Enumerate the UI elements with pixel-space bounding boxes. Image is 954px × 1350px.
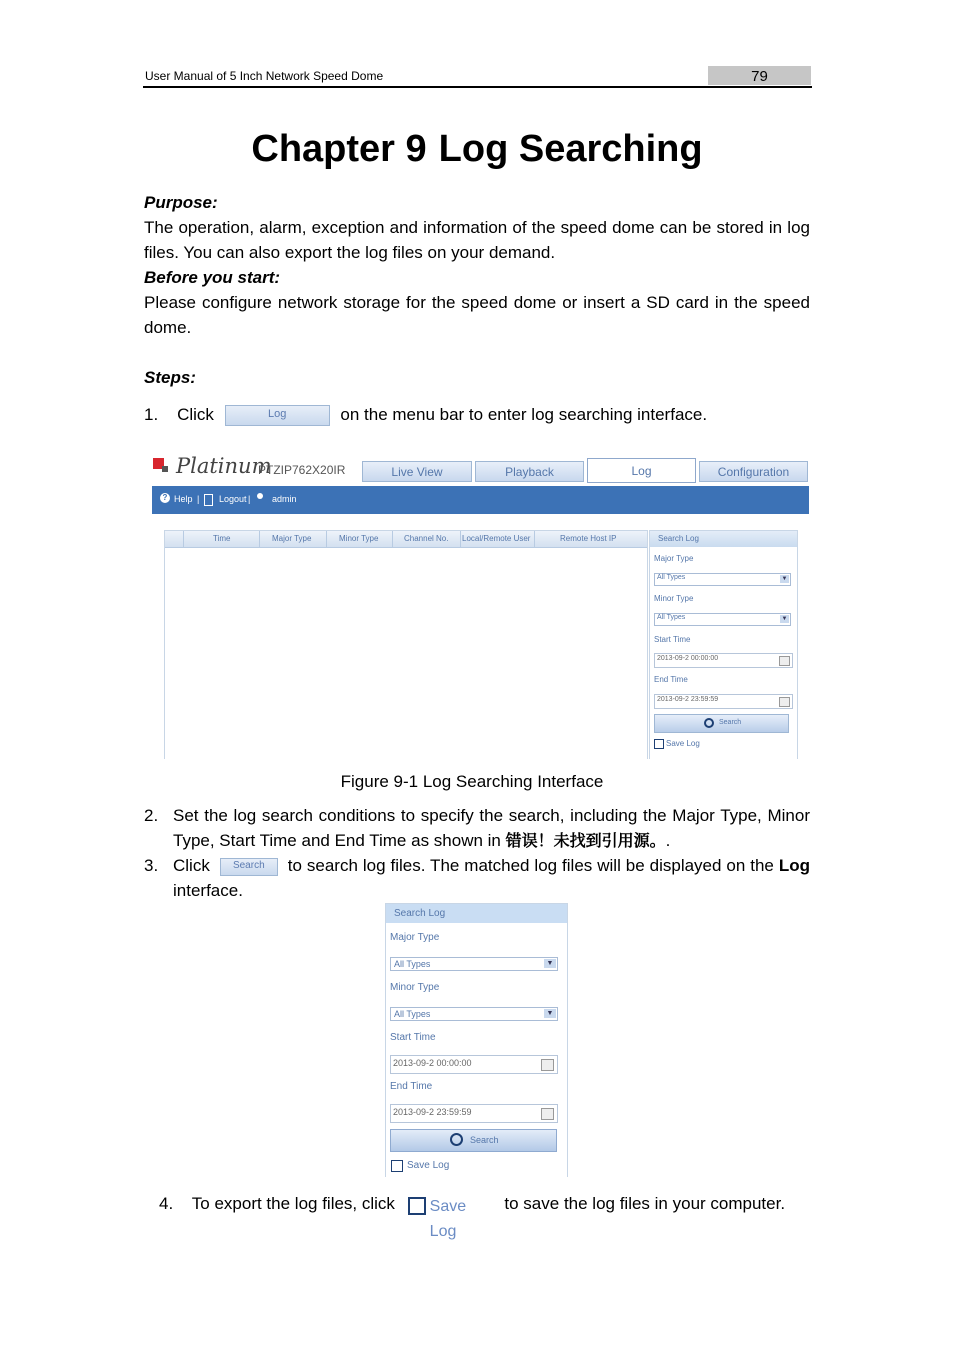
calendar-icon[interactable] (541, 1059, 554, 1071)
search-button-label: Search (470, 1135, 499, 1145)
column-major-type[interactable]: Major Type (272, 534, 312, 543)
logo-flag-mark (162, 466, 168, 472)
search-log-title: Search Log (658, 534, 699, 543)
minor-type-value: All Types (394, 1009, 431, 1019)
major-type-select[interactable] (390, 957, 558, 971)
calendar-icon[interactable] (779, 656, 790, 666)
help-link[interactable]: Help (174, 494, 193, 504)
step-4-number: 4. (159, 1194, 174, 1213)
start-time-input[interactable] (654, 653, 793, 668)
save-log-inline (406, 1194, 494, 1240)
chapter-number: Chapter 9 (251, 128, 427, 170)
save-log-link[interactable]: Save Log (407, 1160, 450, 1171)
step-4-text-b: to save the log files in your computer. (504, 1194, 786, 1213)
end-time-input[interactable] (654, 694, 793, 709)
search-button-label: Search (719, 719, 742, 726)
user-icon (257, 493, 263, 499)
step-2-reference-error: 错误！未找到引用源。 (505, 831, 666, 850)
panel-header (386, 904, 567, 923)
column-remote-host-ip[interactable]: Remote Host IP (560, 534, 617, 543)
major-type-value: All Types (657, 574, 686, 581)
column-divider (259, 531, 260, 547)
end-time-value: 2013-09-2 23:59:59 (657, 696, 719, 703)
figure-caption: Figure 9-1 Log Searching Interface (340, 772, 604, 791)
search-log-panel-header (650, 531, 797, 547)
save-log-icon (408, 1197, 426, 1215)
column-time[interactable]: Time (213, 534, 231, 543)
minor-type-select[interactable] (390, 1007, 558, 1021)
tab-log[interactable]: Log (587, 458, 696, 483)
major-type-label: Major Type (654, 554, 694, 563)
column-minor-type[interactable]: Minor Type (339, 534, 379, 543)
chapter-title (0, 128, 954, 171)
before-heading: Before you start: (144, 268, 281, 287)
minor-type-label: Minor Type (654, 594, 694, 603)
column-divider (392, 531, 393, 547)
step-2-body (173, 803, 810, 853)
start-time-value: 2013-09-2 00:00:00 (393, 1058, 472, 1068)
panel-title: Search Log (394, 908, 446, 919)
steps-heading: Steps: (144, 368, 196, 387)
search-icon (704, 718, 714, 728)
step-1-text-a: Click (177, 405, 214, 424)
step-2-end: . (665, 831, 671, 850)
help-icon[interactable]: ? (160, 493, 170, 503)
step-4 (159, 1191, 819, 1240)
before-text: Please configure network storage for the speed dome or insert a SD card in the speed dome. (144, 293, 810, 337)
calendar-icon[interactable] (541, 1108, 554, 1120)
major-type-value: All Types (394, 959, 431, 969)
start-time-value: 2013-09-2 00:00:00 (657, 655, 719, 662)
minor-type-label: Minor Type (390, 982, 440, 993)
log-results-table (164, 530, 648, 759)
chevron-down-icon: ▼ (781, 576, 788, 582)
search-log-panel (649, 530, 798, 759)
step-3-text-b: to search log files. The matched log files will be displayed on the (287, 856, 774, 875)
bar-divider: | (197, 494, 200, 504)
chevron-down-icon: ▼ (781, 616, 788, 622)
start-time-label: Start Time (654, 635, 691, 644)
column-divider (183, 531, 184, 547)
step-1 (144, 402, 810, 427)
purpose-text: The operation, alarm, exception and information of the speed dome can be stored in log files. You can also export the log files on your demand. (144, 218, 810, 262)
log-button-inline: Log (225, 405, 330, 426)
end-time-value: 2013-09-2 23:59:59 (393, 1107, 472, 1117)
end-time-input[interactable] (390, 1104, 558, 1123)
chapter-name: Log Searching (438, 128, 703, 170)
step-3-bold-log: Log (778, 856, 810, 875)
step-4-text-a: To export the log files, click (191, 1194, 395, 1213)
bar-divider-2: | (248, 494, 251, 504)
model-name: PTZIP762X20IR (258, 463, 346, 477)
logout-icon[interactable] (204, 494, 213, 506)
column-channel-no[interactable]: Channel No. (404, 534, 449, 543)
major-type-select[interactable] (654, 573, 791, 586)
running-header: User Manual of 5 Inch Network Speed Dome (145, 69, 384, 83)
chevron-down-icon: ▼ (544, 959, 556, 968)
search-button[interactable] (654, 714, 789, 733)
step-3-text-a: Click (173, 856, 210, 875)
end-time-label: End Time (654, 675, 688, 684)
logout-link[interactable]: Logout (219, 494, 247, 504)
step-1-text-b: on the menu bar to enter log searching interface. (340, 405, 708, 424)
column-local-remote-user[interactable]: Local/Remote User (462, 534, 531, 543)
page-number: 79 (708, 66, 811, 85)
column-divider (326, 531, 327, 547)
end-time-label: End Time (390, 1081, 433, 1092)
user-bar (152, 486, 809, 514)
search-log-panel-screenshot (385, 903, 568, 1177)
search-button-inline: Search (220, 858, 278, 876)
search-button[interactable] (390, 1129, 557, 1152)
step-3-number: 3. (144, 856, 159, 875)
minor-type-select[interactable] (654, 613, 791, 626)
save-log-icon[interactable] (391, 1160, 403, 1172)
step-2-text: Set the log search conditions to specify the search, including the Major Type, Minor Type, Start Time and End Time as shown in (173, 806, 810, 850)
step-1-number: 1. (144, 405, 159, 424)
purpose-heading: Purpose: (144, 193, 218, 212)
header-rule (143, 86, 812, 88)
log-search-interface-screenshot (144, 448, 810, 758)
tab-playback[interactable]: Playback (475, 461, 584, 482)
start-time-input[interactable] (390, 1055, 558, 1074)
calendar-icon[interactable] (779, 697, 790, 707)
chevron-down-icon: ▼ (544, 1009, 556, 1018)
save-log-icon[interactable] (654, 739, 664, 749)
minor-type-value: All Types (657, 614, 686, 621)
column-divider (534, 531, 535, 547)
major-type-label: Major Type (390, 932, 440, 943)
username: admin (272, 494, 297, 504)
step-3-text-c: interface. (173, 881, 243, 900)
step-2-number: 2. (144, 806, 159, 825)
save-log-link[interactable]: Save Log (666, 739, 700, 748)
tab-configuration[interactable]: Configuration (699, 461, 808, 482)
save-log-inline-label: Save Log (429, 1197, 467, 1240)
start-time-label: Start Time (390, 1032, 436, 1043)
table-header (165, 531, 647, 548)
brand-logo: Platinum (176, 454, 272, 478)
search-icon (450, 1133, 463, 1146)
step-3-body (173, 853, 810, 903)
tab-live-view[interactable]: Live View (362, 461, 472, 482)
column-divider (460, 531, 461, 547)
